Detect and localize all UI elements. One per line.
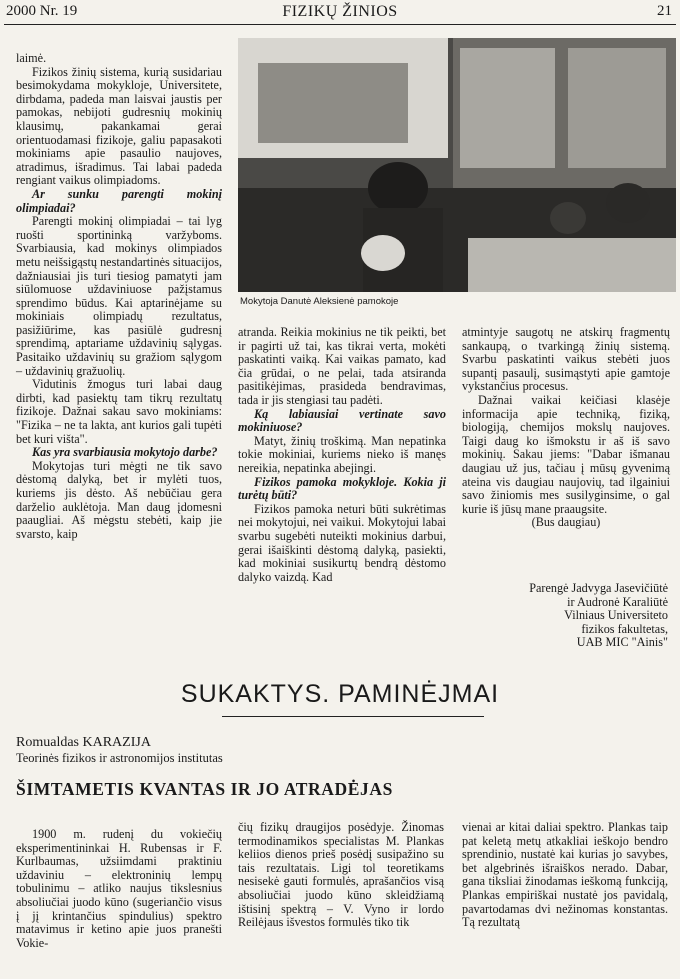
credit-line: ir Audronė Karaliūtė: [567, 594, 668, 609]
article-column-3: [462, 821, 668, 930]
article-paragraph: čių fizikų draugijos posėdyje. Žinomas termodinamikos specialistas M. Plankas keliios dienos prieš posėdį susipažino su tais rezultatais. Ligi tol teoretikams nesisekė gauti formulės, aprašančios visą absoliučiai juodo kūno skleidžiamą ištisinį spektrą – V. Vyno ir lordo Reilėjaus išvestos formulės tiko tik: [238, 820, 444, 930]
text-paragraph: Fizikos žinių sistema, kurią susidariau besimokydama mokykloje, Universitete, dirbdama, padeda man laisvai jaustis per pamokas, nebijoti gudresnių mokinių klausimų, pakankamai gerai orientuodamasi fizikoje, galiu papasakoti mokiniams apie pasaulio naujoves, atradimus, išradimus. Tai labai padeda rengiant vaikus olimpiadoms.: [16, 64, 222, 188]
page-header: [0, 3, 680, 25]
text-paragraph: Matyt, žinių troškimą. Man nepatinka tokie mokiniai, kuriems nieko iš manęs nereikia, nepatinka abejingi.: [238, 433, 446, 475]
classroom-photo: [238, 38, 676, 292]
text-paragraph: laimė.: [16, 51, 47, 65]
interview-question: Fizikos pamoka mokykloje. Kokia ji turėtų būti?: [238, 474, 446, 503]
article-title: ŠIMTAMETIS KVANTAS IR JO ATRADĖJAS: [16, 779, 393, 799]
article-column-1: [16, 828, 222, 950]
section-rule: [222, 716, 484, 717]
text-paragraph: Mokytojas turi mėgti ne tik savo dėstomą dalyką, bet ir mylėti tuos, kuriems jis dėsto. Aš nebūčiau gera darželio auklėtoja. Man daug įdomesni paaugliai. Aš mėgstu stebėti, kaip jie svarsto, kaip: [16, 458, 222, 541]
text-paragraph: Vidutinis žmogus turi labai daug dirbti, kad pasiektų tam tikrų rezultatų fizikoje. Dažnai sakau savo mokiniams: "Fizika – ne ta lakta, ant kurios gali tupėti bet kuri višta".: [16, 377, 222, 446]
page-number: 21: [657, 3, 672, 19]
author-affiliation: Teorinės fizikos ir astronomijos institutas: [16, 751, 223, 765]
text-paragraph: atranda. Reikia mokinius ne tik peikti, bet ir pagirti už tai, kas tikrai verta, mokėti paskatinti vaiką. Kai vaikas pamato, kad čia grūdai, o ne pelai, tada atsiranda pasitikėjimas, prasideda bendravimas, tada ir jis stengiasi tau padėti.: [238, 325, 446, 407]
text-paragraph: Dažnai vaikai keičiasi klasėje informacija apie techniką, fiziką, biologiją, chemijos mokslų naujoves. Taigi daug ko išmokstu ir aš iš savo mokinių. Sakau jiems: "Dabar išmanau daugiau už jus, tačiau į mūsų gyvenimą ateina vis daugiau naujovių, tad ilgainiui savo žiniomis mes susilyginsime, o gal kurie iš jūsų mane praaugsite.: [462, 392, 670, 516]
article-column-2: [238, 821, 444, 930]
interview-question: Ką labiausiai vertinate savo mokiniuose?: [238, 406, 446, 435]
interview-question: Ar sunku parengti mokinį olimpiadai?: [16, 186, 222, 215]
credit-line: Parengė Jadvyga Jasevičiūtė: [529, 581, 668, 595]
text-paragraph: Fizikos pamoka neturi būti sukrėtimas nei mokytojui, nei vaikui. Mokytojui labai svarbu sugebėti nuteikti mokinius darbui, gerai išaiškinti dėstomą dalyką, pasiekti, kad mokiniai susikurtų bendrą dėstomo dalyko vaizdą. Kad: [238, 501, 446, 584]
interview-question: Kas yra svarbiausia mokytojo darbe?: [32, 445, 218, 460]
credit-block: [462, 582, 668, 650]
photo-caption: Mokytoja Danutė Aleksienė pamokoje: [240, 296, 399, 307]
article-author: Romualdas KARAZIJA: [16, 735, 151, 750]
issue-number: 2000 Nr. 19: [6, 3, 78, 19]
text-paragraph: (Bus daugiau): [531, 515, 601, 530]
section-title: SUKAKTYS. PAMINĖJMAI: [180, 680, 500, 708]
credit-line: Vilniaus Universiteto: [564, 608, 668, 623]
journal-title: FIZIKŲ ŽINIOS: [282, 3, 398, 20]
interview-column-3: [462, 326, 670, 530]
credit-line: fizikos fakultetas,: [581, 621, 668, 636]
interview-column-2: [238, 326, 446, 584]
text-paragraph: atmintyje saugotų ne atskirų fragmentų sankaupą, o tvarkingą žinių sistemą. Svarbu paskatinti vaikus stebėti juos supantį pasaulį, susimąstyti apie gamtoje vykstančius procesus.: [462, 325, 670, 394]
header-rule: [4, 24, 676, 25]
interview-column-1: [16, 52, 222, 541]
article-paragraph: 1900 m. rudenį du vokiečių eksperimentininkai H. Rubensas ir F. Kurlbaumas, užsiimdami praktiniu uždaviniu – elektroninių lempų tobulinimu – atliko naujus tikslesnius absoliučiai juodo kūno (sugeriančio visus į jį krintančius spindulius) spektro matavimus ir ketino apie juos pranešti Vokie-: [16, 827, 222, 950]
article-paragraph: vienai ar kitai daliai spektro. Plankas taip pat keletą metų atkakliai ieškojo bendro sprendinio, nustatė kai kurias jo savybes, bet algebrinės išraiškos nerado. Dabar, gana tiksliai žinodamas ieškomą funkciją, Plankas empiriškai nustatė jos pavidalą, pavartodamas dvi nežinomas konstantas. Tą rezultatą: [462, 820, 668, 930]
text-paragraph: Parengti mokinį olimpiadai – tai lyg ruošti sportininką varžyboms. Svarbiausia, kad mokinys olimpiados metu neišsigąstų nestandartinės situacijos, dažniausiai jis turi tiesiog pamatyti jam siūlomuose uždaviniuose pažįstamus sprendimo būdus. Kai aptarinėjame su mokiniais olimpiadų rezultatus, pasižiūrime, kas pasiūlė gudresnį sprendimą, aptariame uždavinių sąlygas. Pasitaiko uždavinių su gražiom sąlygom – uždavinių gražuolių.: [16, 214, 222, 378]
credit-line: UAB MIC "Ainis": [576, 635, 668, 650]
